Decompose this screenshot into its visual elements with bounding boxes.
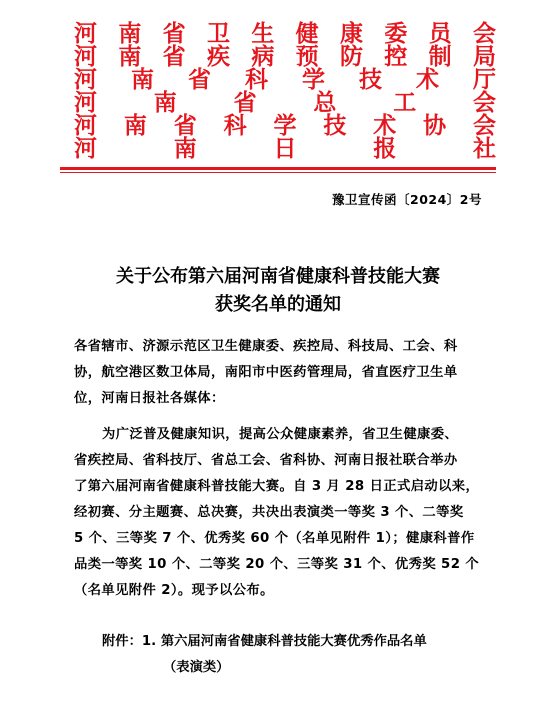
issuer-char: 省 bbox=[233, 89, 257, 116]
issuer-char: 技 bbox=[323, 112, 347, 139]
addressee-line: 位，河南日报社各媒体： bbox=[74, 391, 225, 406]
addressee-line: 协，航空港区数卫体局，南阳市中医药管理局，省直医疗卫生单 bbox=[74, 365, 458, 380]
body-line: 5 个、三等奖 7 个、优秀奖 60 个（名单见附件 1）；健康科普作 bbox=[74, 531, 475, 546]
issuer-char: 术 bbox=[416, 66, 439, 93]
issuer-char: 会 bbox=[473, 112, 496, 139]
issuer-char: 省 bbox=[173, 112, 197, 139]
issuer-char: 预 bbox=[295, 43, 319, 70]
attachment-line-2: （表演类） bbox=[163, 660, 230, 675]
issuer-row bbox=[74, 137, 496, 160]
issuer-row bbox=[74, 91, 496, 114]
issuer-char: 南 bbox=[153, 89, 177, 116]
issuer-char: 报 bbox=[373, 135, 397, 162]
issuer-char: 工 bbox=[393, 89, 417, 116]
issuer-char: 局 bbox=[472, 43, 496, 70]
issuer-char: 生 bbox=[251, 20, 275, 47]
issuer-row bbox=[74, 45, 496, 68]
issuer-char: 学 bbox=[302, 66, 325, 93]
issuer-char: 省 bbox=[162, 20, 186, 47]
issuer-char: 协 bbox=[423, 112, 447, 139]
issuer-char: 南 bbox=[131, 66, 154, 93]
issuer-char: 健 bbox=[295, 20, 319, 47]
issuer-row bbox=[74, 114, 496, 137]
issuer-char: 疾 bbox=[206, 43, 230, 70]
body-line: 省疾控局、省科技厅、省总工会、省科协、河南日报社联合举办 bbox=[74, 453, 458, 468]
document-number: 豫卫宣传函〔2024〕2号 bbox=[332, 192, 482, 207]
issuer-char: 病 bbox=[251, 43, 275, 70]
issuer-char: 控 bbox=[384, 43, 408, 70]
issuer-char: 河 bbox=[74, 135, 97, 162]
issuer-row bbox=[74, 68, 496, 91]
attachment-line-1: 附件：1. 第六届河南省健康科普技能大赛优秀作品名单 bbox=[102, 634, 427, 649]
red-divider-thick bbox=[60, 167, 496, 170]
body-line: 为广泛普及健康知识，提高公众健康素养，省卫生健康委、 bbox=[102, 427, 459, 442]
issuer-char: 河 bbox=[74, 89, 97, 116]
issuer-char: 技 bbox=[359, 66, 382, 93]
addressee-line: 各省辖市、济源示范区卫生健康委、疾控局、科技局、工会、科 bbox=[74, 339, 458, 354]
issuer-char: 卫 bbox=[206, 20, 230, 47]
body-line: 品类一等奖 10 个、二等奖 20 个、三等奖 31 个、优秀奖 52 个 bbox=[74, 557, 480, 572]
issuer-char: 南 bbox=[118, 43, 142, 70]
issuer-char: 防 bbox=[339, 43, 363, 70]
issuer-char: 科 bbox=[245, 66, 268, 93]
issuer-char: 南 bbox=[173, 135, 197, 162]
document-title-line-1: 关于公布第六届河南省健康科普技能大赛 bbox=[116, 266, 440, 287]
issuer-char: 学 bbox=[273, 112, 297, 139]
body-line: 经初赛、分主题赛、总决赛，共决出表演类一等奖 3 个、二等奖 bbox=[74, 505, 464, 520]
document-title-line-2: 获奖名单的通知 bbox=[215, 294, 341, 315]
issuer-char: 厅 bbox=[473, 66, 496, 93]
issuer-header bbox=[74, 22, 496, 160]
issuer-char: 社 bbox=[473, 135, 496, 162]
issuer-char: 河 bbox=[74, 20, 97, 47]
issuer-char: 委 bbox=[384, 20, 408, 47]
issuer-char: 南 bbox=[123, 112, 147, 139]
red-divider-thin bbox=[60, 172, 496, 173]
issuer-char: 省 bbox=[162, 43, 186, 70]
issuer-char: 河 bbox=[74, 43, 97, 70]
issuer-char: 河 bbox=[74, 112, 97, 139]
issuer-char: 康 bbox=[339, 20, 363, 47]
issuer-char: 员 bbox=[428, 20, 452, 47]
issuer-char: 河 bbox=[74, 66, 97, 93]
body-line: （名单见附件 2）。现予以公布。 bbox=[74, 583, 274, 598]
issuer-char: 会 bbox=[472, 20, 496, 47]
issuer-char: 科 bbox=[223, 112, 247, 139]
issuer-char: 日 bbox=[273, 135, 297, 162]
issuer-row bbox=[74, 22, 496, 45]
issuer-char: 会 bbox=[472, 89, 496, 116]
body-line: 了第六届河南省健康科普技能大赛。自 3 月 28 日正式启动以来， bbox=[74, 479, 480, 494]
issuer-char: 总 bbox=[313, 89, 337, 116]
issuer-char: 制 bbox=[428, 43, 452, 70]
issuer-char: 省 bbox=[188, 66, 211, 93]
issuer-char: 术 bbox=[373, 112, 397, 139]
issuer-char: 南 bbox=[118, 20, 142, 47]
